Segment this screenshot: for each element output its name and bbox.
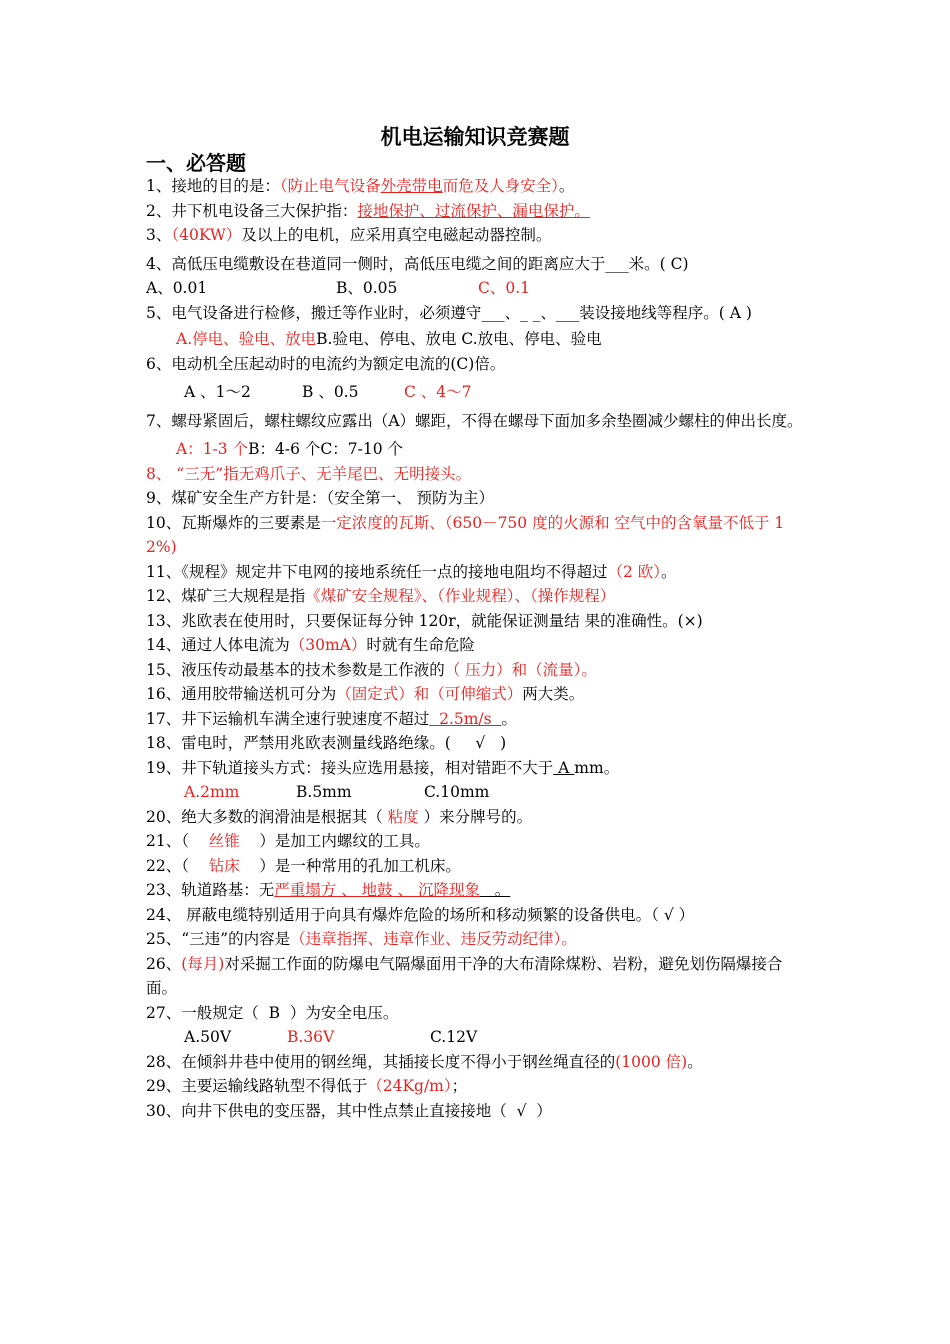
question-4-options: A、0.01 B、0.05 C、0.1 xyxy=(146,279,531,297)
question-28: 28、在倾斜井巷中使用的钢丝绳，其插接长度不得小于钢丝绳直径的(1000 倍)。 xyxy=(146,1052,703,1071)
page-title: 机电运输知识竞赛题 xyxy=(380,125,570,149)
question-22: 22、（ 钻床 ）是一种常用的孔加工机床。 xyxy=(146,856,461,875)
section-heading: 一、必答题 xyxy=(146,151,246,175)
question-4: 4、高低压电缆敷设在巷道同一侧时，高低压电缆之间的距离应大于___米。( C) xyxy=(146,254,689,273)
question-19-options: A.2mm B.5mm C.10mm xyxy=(184,783,490,801)
question-17: 17、井下运输机车满全速行驶速度不超过 2.5m/s 。 xyxy=(146,709,517,728)
question-6: 6、电动机全压起动时的电流约为额定电流的(C)倍。 xyxy=(146,354,506,373)
question-10: 10、瓦斯爆炸的三要素是一定浓度的瓦斯、（650－750 度的火源和 空气中的含氧量不低于 12%) xyxy=(146,513,785,556)
question-27-options: A.50V B.36V C.12V xyxy=(184,1028,478,1046)
question-24: 24、 屏蔽电缆特别适用于向具有爆炸危险的场所和移动频繁的设备供电。（ √ ） xyxy=(146,905,695,924)
question-7: 7、螺母紧固后，螺柱螺纹应露出（A）螺距，不得在螺母下面加多余垫圈减少螺柱的伸出长度。 xyxy=(146,411,803,430)
question-16: 16、通用胶带输送机可分为（固定式）和（可伸缩式）两大类。 xyxy=(146,685,585,703)
question-5: 5、电气设备进行检修，搬迁等作业时，必须遵守___、_ _、___装设接地线等程序。( A ) xyxy=(146,303,752,322)
question-1: 1、接地的目的是：（防止电气设备外壳带电而危及人身安全）。 xyxy=(146,177,575,195)
question-29: 29、主要运输线路轨型不得低于（24Kg/m）； xyxy=(146,1077,468,1095)
question-13: 13、兆欧表在使用时，只要保证每分钟 120r，就能保证测量结 果的准确性。(×) xyxy=(146,611,703,630)
question-27: 27、一般规定（ B ）为安全电压。 xyxy=(146,1003,399,1022)
question-3: 3、（40KW）及以上的电机，应采用真空电磁起动器控制。 xyxy=(146,226,552,244)
question-list xyxy=(146,174,810,1123)
question-18: 18、雷电时，严禁用兆欧表测量线路绝缘。( √ ) xyxy=(146,734,507,752)
question-11: 11、《规程》规定井下电网的接地系统任一点的接地电阻均不得超过（2 欧）。 xyxy=(146,562,677,581)
question-20: 20、绝大多数的润滑油是根据其（ 粘度 ）来分牌号的。 xyxy=(146,807,533,826)
question-12: 12、煤矿三大规程是指《煤矿安全规程》、（作业规程）、（操作规程） xyxy=(146,587,616,605)
question-14: 14、通过人体电流为（30mA）时就有生命危险 xyxy=(146,636,475,654)
question-25: 25、“三违”的内容是（违章指挥、违章作业、违反劳动纪律）。 xyxy=(146,930,577,948)
question-21: 21、（ 丝锥 ）是加工内螺纹的工具。 xyxy=(146,832,430,850)
question-26: 26、(每月)对采掘工作面的防爆电气隔爆面用干净的大布清除煤粉、岩粉，避免划伤隔爆接合面。 xyxy=(146,954,783,997)
question-19: 19、井下轨道接头方式：接头应选用悬接，相对错距不大于 A mm。 xyxy=(146,758,620,777)
question-6-options: A 、1～2 B 、0.5 C 、4～7 xyxy=(184,383,472,401)
question-8: 8、 “三无”指无鸡爪子、无羊尾巴、无明接头。 xyxy=(146,464,472,483)
question-23: 23、轨道路基：无严重塌方 、 地鼓 、 沉降现象 。 xyxy=(146,881,511,899)
question-7-options: A：1-3 个B：4-6 个C：7-10 个 xyxy=(176,440,403,458)
question-15: 15、液压传动最基本的技术参数是工作液的（ 压力）和（流量）。 xyxy=(146,660,597,679)
question-30: 30、向井下供电的变压器，其中性点禁止直接接地（ √ ） xyxy=(146,1101,552,1120)
question-2: 2、井下机电设备三大保护指：接地保护、过流保护、漏电保护。 xyxy=(146,201,590,220)
question-9: 9、煤矿安全生产方针是：（安全第一、 预防为主） xyxy=(146,489,495,507)
question-5-options: A.停电、验电、放电B.验电、停电、放电 C.放电、停电、验电 xyxy=(176,330,602,348)
